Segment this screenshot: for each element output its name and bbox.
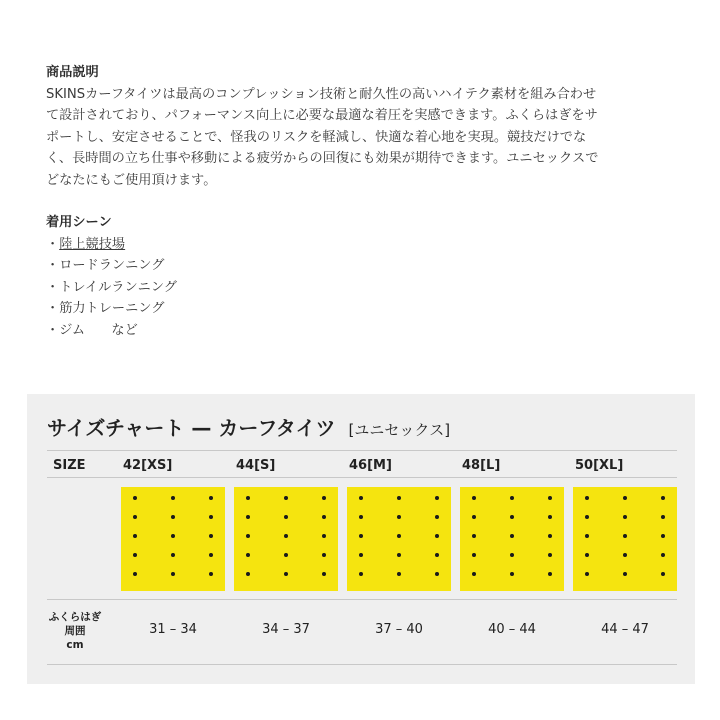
usage-item-label: トレイルランニング bbox=[59, 279, 177, 295]
swatch-dot bbox=[623, 515, 627, 519]
size-swatch-l bbox=[460, 487, 564, 591]
swatch-dot bbox=[548, 515, 552, 519]
size-header-label: SIZE bbox=[53, 458, 86, 473]
usage-scenes bbox=[46, 212, 177, 342]
usage-list bbox=[46, 234, 177, 342]
swatch-dot bbox=[510, 515, 514, 519]
size-chart-title-text: サイズチャート — カーフタイツ bbox=[47, 416, 336, 440]
swatch-dot bbox=[171, 572, 175, 576]
swatch-dot bbox=[246, 553, 250, 557]
swatch-dot bbox=[585, 496, 589, 500]
swatch-dot bbox=[209, 553, 213, 557]
swatch-dot bbox=[133, 534, 137, 538]
swatch-dot bbox=[133, 553, 137, 557]
swatch-dot bbox=[435, 534, 439, 538]
description-line: ポートし、安定させることで、怪我のリスクを軽減し、快適な着心地を実現。競技だけでな bbox=[46, 129, 587, 145]
swatch-dot bbox=[548, 553, 552, 557]
swatch-dot bbox=[548, 496, 552, 500]
size-column-label: 46[M] bbox=[349, 458, 392, 473]
calf-label-line: cm bbox=[66, 639, 84, 651]
size-chart-title bbox=[47, 412, 450, 441]
usage-item-label[interactable]: 陸上競技場 bbox=[59, 236, 126, 252]
size-swatch-xs bbox=[121, 487, 225, 591]
swatch-dot bbox=[661, 553, 665, 557]
swatch-dot bbox=[472, 515, 476, 519]
swatch-dot bbox=[397, 515, 401, 519]
divider bbox=[47, 599, 677, 600]
usage-item bbox=[46, 277, 177, 299]
swatch-dot bbox=[585, 553, 589, 557]
swatch-dot bbox=[246, 572, 250, 576]
usage-item[interactable] bbox=[46, 234, 177, 256]
swatch-dot bbox=[359, 553, 363, 557]
swatch-dot bbox=[623, 534, 627, 538]
swatch-dot bbox=[585, 572, 589, 576]
calf-label-line: ふくらはぎ bbox=[48, 611, 102, 623]
size-column-label: 44[S] bbox=[236, 458, 276, 473]
divider bbox=[47, 450, 677, 451]
swatch-dot bbox=[510, 534, 514, 538]
swatch-dot bbox=[246, 496, 250, 500]
swatch-dot bbox=[585, 515, 589, 519]
swatch-dot bbox=[435, 496, 439, 500]
swatch-dot bbox=[246, 515, 250, 519]
usage-item bbox=[46, 255, 177, 277]
swatch-dot bbox=[209, 572, 213, 576]
description-line: どなたにもご使用頂けます。 bbox=[46, 172, 217, 188]
usage-item-label: ロードランニング bbox=[59, 258, 165, 274]
swatch-dot bbox=[623, 572, 627, 576]
size-column-label: 50[XL] bbox=[575, 458, 624, 473]
swatch-dot bbox=[359, 496, 363, 500]
swatch-dot bbox=[133, 515, 137, 519]
divider bbox=[47, 664, 677, 665]
swatch-dot bbox=[322, 572, 326, 576]
swatch-dot bbox=[171, 553, 175, 557]
description-line: SKINSカーフタイツは最高のコンプレッション技術と耐久性の高いハイテク素材を組み合わせ bbox=[46, 86, 597, 102]
swatch-dot bbox=[284, 515, 288, 519]
usage-item-label: 筋力トレーニング bbox=[59, 301, 165, 317]
size-swatch-m bbox=[347, 487, 451, 591]
swatch-dot bbox=[510, 553, 514, 557]
swatch-dot bbox=[209, 515, 213, 519]
swatch-dot bbox=[472, 572, 476, 576]
swatch-dot bbox=[472, 534, 476, 538]
swatch-dot bbox=[284, 534, 288, 538]
size-column-label: 48[L] bbox=[462, 458, 501, 473]
description-line: て設計されており、パフォーマンス向上に必要な最適な着圧を実感できます。ふくらはぎをサ bbox=[46, 108, 598, 124]
swatch-dot bbox=[548, 534, 552, 538]
divider bbox=[47, 477, 677, 478]
calf-range-value: 37 – 40 bbox=[375, 622, 423, 637]
swatch-dot bbox=[359, 515, 363, 519]
swatch-dot bbox=[661, 515, 665, 519]
swatch-dot bbox=[623, 553, 627, 557]
calf-range-value: 44 – 47 bbox=[601, 622, 649, 637]
size-swatch-xl bbox=[573, 487, 677, 591]
swatch-dot bbox=[585, 534, 589, 538]
swatch-dot bbox=[359, 572, 363, 576]
swatch-dot bbox=[322, 496, 326, 500]
size-column-label: 42[XS] bbox=[123, 458, 173, 473]
swatch-dot bbox=[435, 553, 439, 557]
swatch-dot bbox=[171, 496, 175, 500]
swatch-dot bbox=[661, 572, 665, 576]
swatch-dot bbox=[322, 515, 326, 519]
swatch-dot bbox=[284, 553, 288, 557]
swatch-dot bbox=[661, 534, 665, 538]
calf-range-value: 31 – 34 bbox=[149, 622, 197, 637]
swatch-dot bbox=[171, 515, 175, 519]
swatch-dot bbox=[284, 496, 288, 500]
calf-circumference-label bbox=[47, 610, 103, 652]
description-line: く、長時間の立ち仕事や移動による疲労からの回復にも効果が期待できます。ユニセックスで bbox=[46, 151, 599, 167]
size-chart bbox=[27, 394, 695, 684]
swatch-dot bbox=[322, 553, 326, 557]
usage-item-label: ジム など bbox=[59, 322, 138, 338]
swatch-dot bbox=[284, 572, 288, 576]
swatch-dot bbox=[548, 572, 552, 576]
swatch-dot bbox=[661, 496, 665, 500]
swatch-dot bbox=[171, 534, 175, 538]
size-swatch-s bbox=[234, 487, 338, 591]
usage-item bbox=[46, 298, 177, 320]
swatch-dot bbox=[397, 534, 401, 538]
swatch-dot bbox=[209, 496, 213, 500]
calf-range-value: 34 – 37 bbox=[262, 622, 310, 637]
swatch-dot bbox=[510, 496, 514, 500]
swatch-dot bbox=[322, 534, 326, 538]
size-chart-subtitle: [ユニセックス] bbox=[348, 421, 451, 439]
usage-item bbox=[46, 320, 177, 342]
product-description bbox=[46, 62, 686, 192]
swatch-dot bbox=[209, 534, 213, 538]
usage-heading: 着用シーン bbox=[46, 215, 112, 230]
calf-range-value: 40 – 44 bbox=[488, 622, 536, 637]
swatch-dot bbox=[397, 572, 401, 576]
swatch-dot bbox=[435, 515, 439, 519]
swatch-dot bbox=[435, 572, 439, 576]
swatch-dot bbox=[472, 496, 476, 500]
swatch-dot bbox=[397, 496, 401, 500]
calf-label-line: 周囲 bbox=[64, 625, 86, 637]
swatch-dot bbox=[359, 534, 363, 538]
swatch-dot bbox=[510, 572, 514, 576]
swatch-dot bbox=[397, 553, 401, 557]
swatch-dot bbox=[133, 572, 137, 576]
description-heading: 商品説明 bbox=[46, 65, 99, 80]
swatch-dot bbox=[623, 496, 627, 500]
swatch-dot bbox=[246, 534, 250, 538]
swatch-dot bbox=[472, 553, 476, 557]
swatch-dot bbox=[133, 496, 137, 500]
